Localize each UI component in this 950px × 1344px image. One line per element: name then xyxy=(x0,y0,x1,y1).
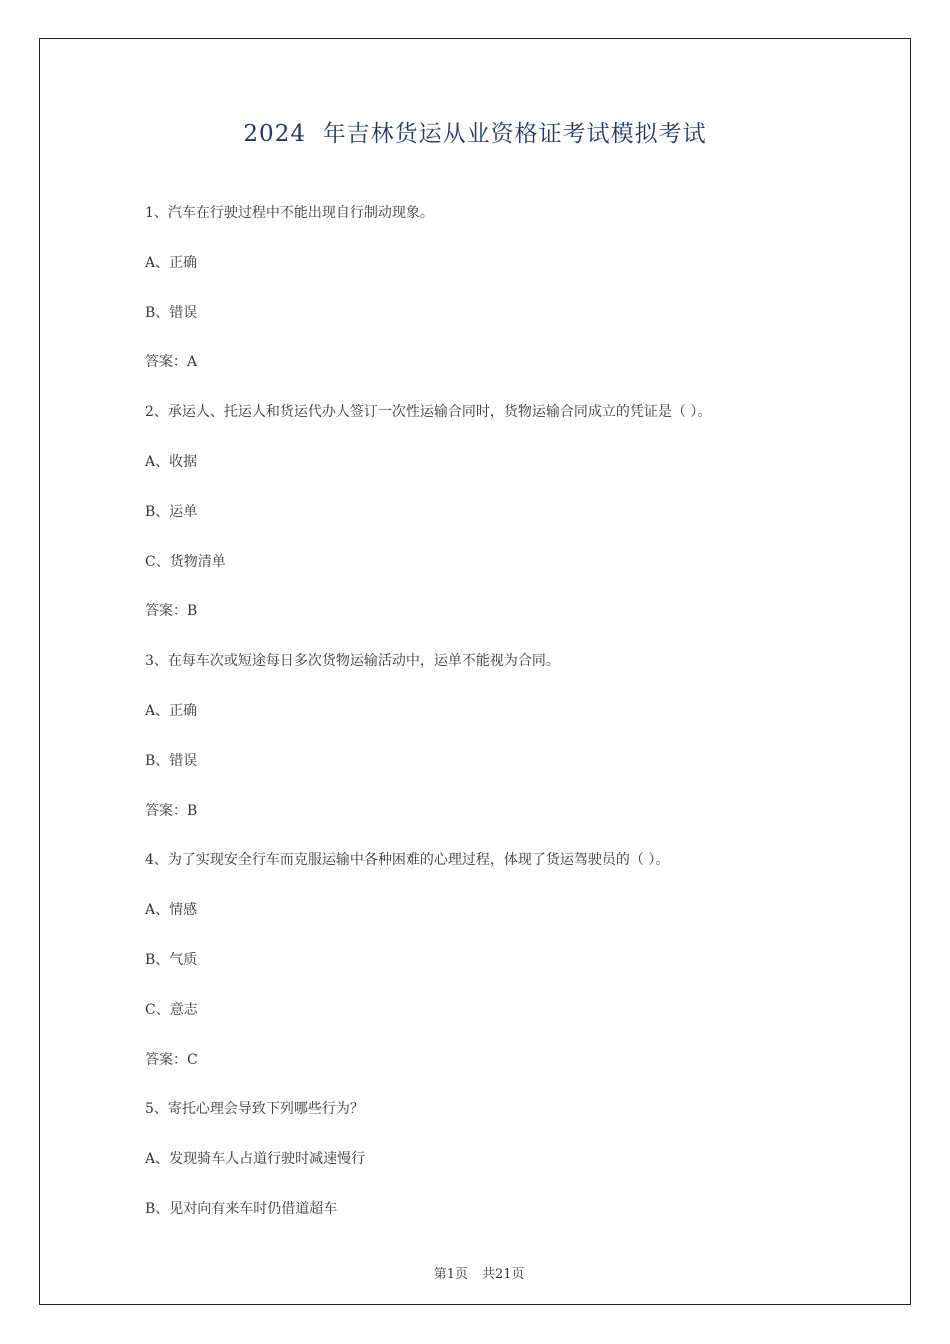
question-2-option-c: C、货物清单 xyxy=(145,553,226,570)
page-number: 第1页 xyxy=(433,1267,468,1282)
question-5-option-a: A、发现骑车人占道行驶时减速慢行 xyxy=(145,1151,366,1168)
question-5-option-b: B、见对向有来车时仍借道超车 xyxy=(145,1200,338,1217)
question-1-option-b: B、错误 xyxy=(145,304,198,321)
question-2-text: 2、承运人、托运人和货运代办人签订一次性运输合同时，货物运输合同成立的凭证是（ ）。 xyxy=(145,404,712,421)
question-3-answer: 答案：B xyxy=(145,802,198,819)
question-4-answer: 答案：C xyxy=(145,1051,198,1068)
question-5-text: 5、寄托心理会导致下列哪些行为？ xyxy=(145,1101,364,1118)
question-3-option-a: A、正确 xyxy=(145,702,198,719)
question-2-option-a: A、收据 xyxy=(145,453,198,470)
question-1-option-a: A、正确 xyxy=(145,254,198,271)
question-3-text: 3、在每车次或短途每日多次货物运输活动中，运单不能视为合同。 xyxy=(145,653,560,670)
question-4-text: 4、为了实现安全行车而克服运输中各种困难的心理过程，体现了货运驾驶员的（ ）。 xyxy=(145,852,670,869)
page-footer xyxy=(0,1248,950,1282)
question-2-option-b: B、运单 xyxy=(145,503,198,520)
question-2-answer: 答案：B xyxy=(145,603,198,620)
page-total: 共21页 xyxy=(482,1267,525,1282)
question-3-option-b: B、错误 xyxy=(145,752,198,769)
question-4-option-b: B、气质 xyxy=(145,951,198,968)
question-1-text: 1、汽车在行驶过程中不能出现自行制动现象。 xyxy=(145,205,434,221)
question-1-answer: 答案：A xyxy=(145,354,198,371)
question-4-option-c: C、意志 xyxy=(145,1001,198,1018)
question-content xyxy=(145,200,865,1246)
question-4-option-a: A、情感 xyxy=(145,902,198,919)
document-title: 2024 年吉林货运从业资格证考试模拟考试 xyxy=(243,121,707,147)
